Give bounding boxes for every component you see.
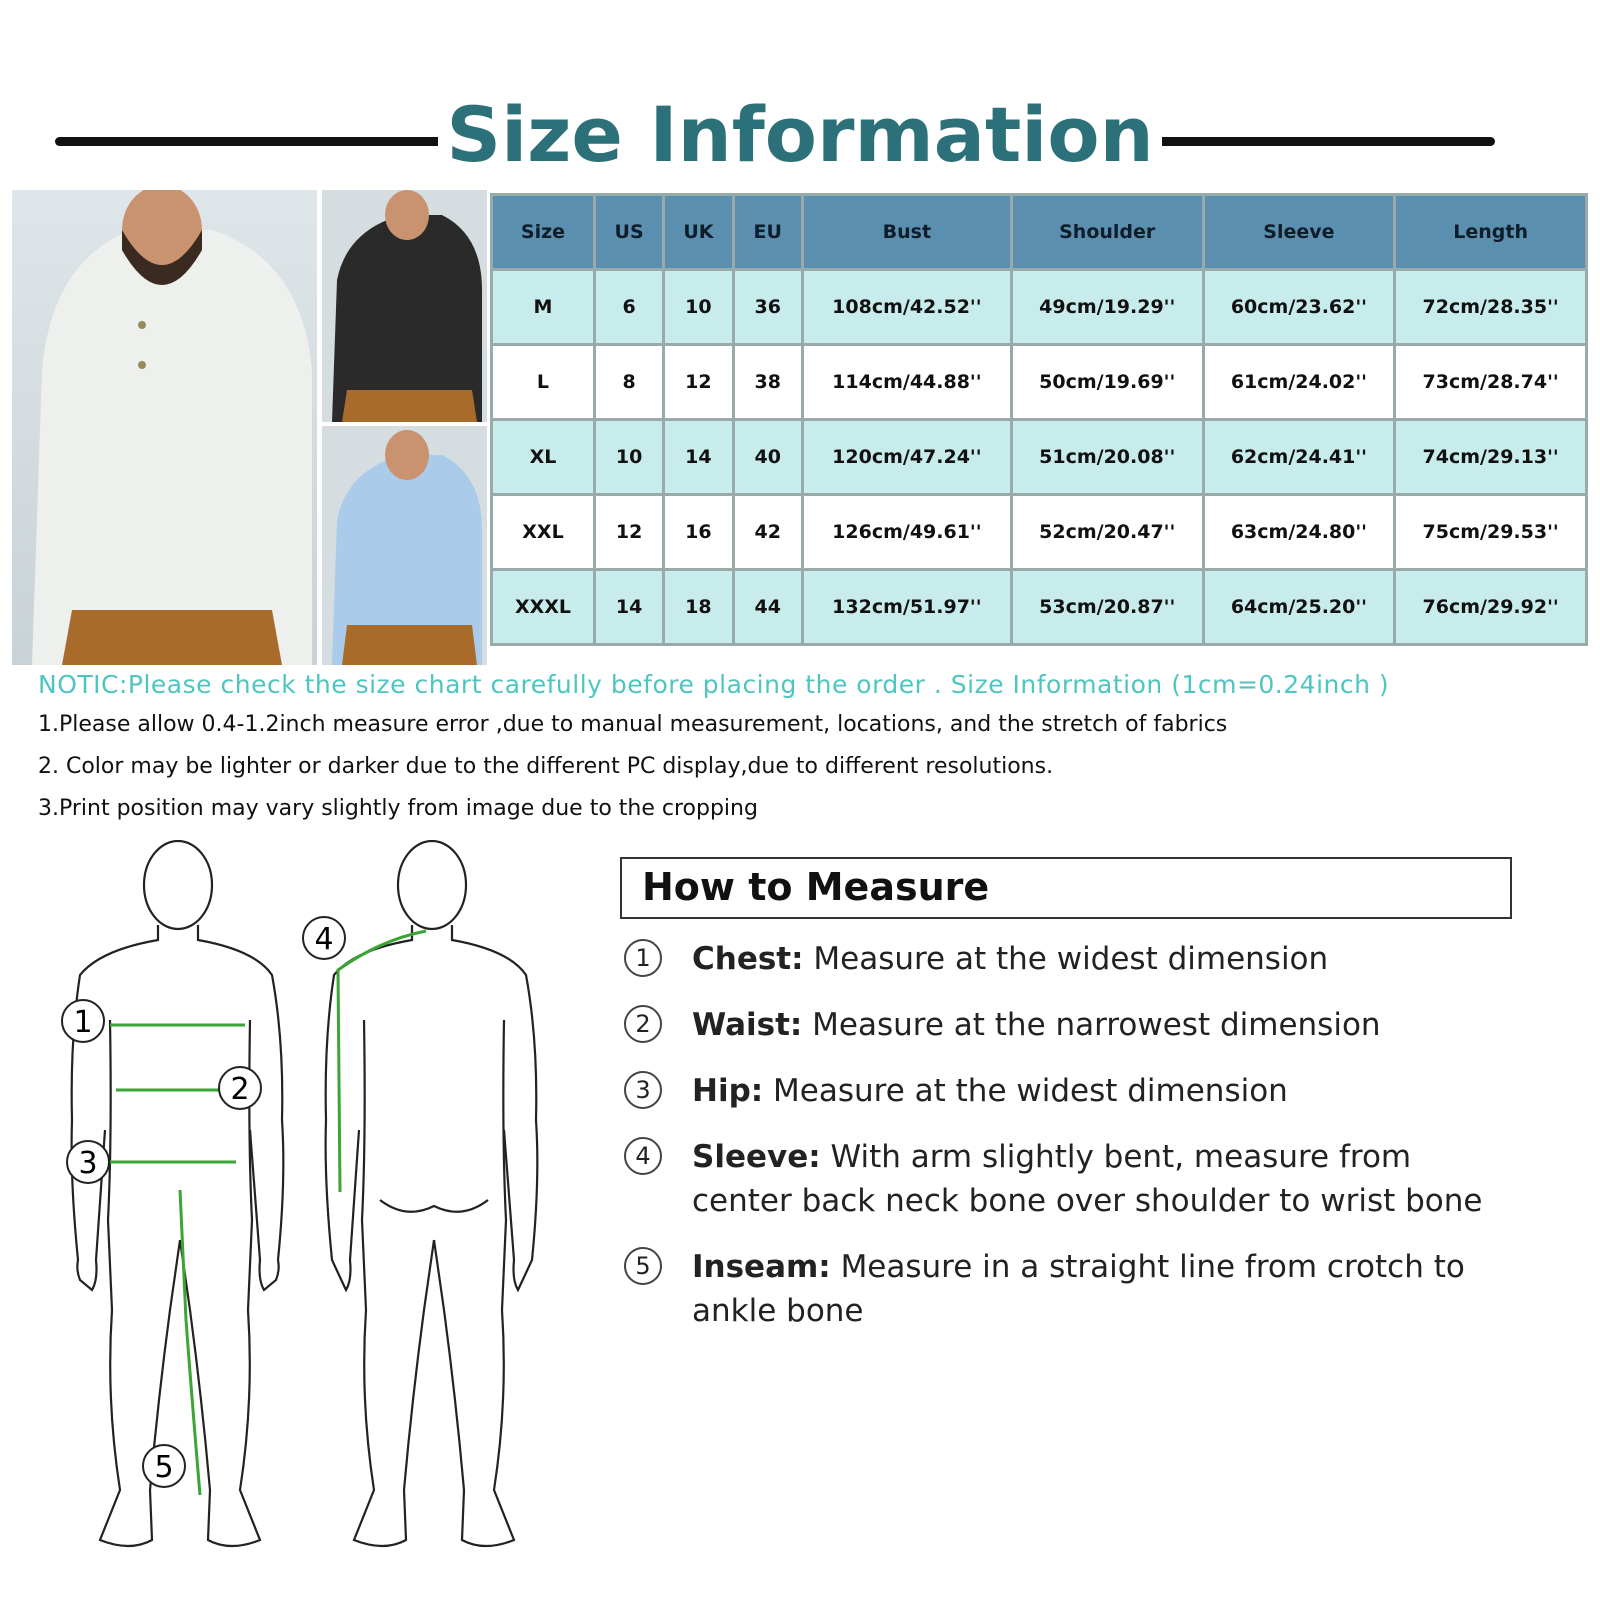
marker-2: 2 — [230, 1072, 250, 1107]
table-cell: 63cm/24.80'' — [1205, 496, 1394, 568]
table-cell: 6 — [596, 271, 662, 343]
table-row — [493, 271, 1585, 343]
table-cell: 126cm/49.61'' — [804, 496, 1010, 568]
body-measure-figure — [40, 840, 600, 1580]
step-label: Hip: — [692, 1073, 764, 1109]
table-cell: XL — [493, 421, 593, 493]
table-cell: 38 — [735, 346, 801, 418]
table-cell: XXXL — [493, 571, 593, 643]
step-desc: Measure at the widest dimension — [773, 1073, 1288, 1109]
step-number: 5 — [624, 1247, 662, 1285]
table-cell: 10 — [596, 421, 662, 493]
table-cell: XXL — [493, 496, 593, 568]
table-cell: 72cm/28.35'' — [1396, 271, 1585, 343]
table-cell: 14 — [665, 421, 731, 493]
col-header-size: Size — [493, 196, 593, 268]
note-2: 2. Color may be lighter or darker due to the different PC display,due to different resolutions. — [38, 754, 1054, 779]
title-banner — [0, 90, 1600, 180]
col-header-length: Length — [1396, 196, 1585, 268]
table-cell: 14 — [596, 571, 662, 643]
step-desc: Measure in a straight line from crotch to ankle bone — [692, 1249, 1465, 1329]
inseam-line — [180, 1190, 200, 1495]
notice-text: NOTIC:Please check the size chart carefully before placing the order . Size Information (1cm=0.24inch ) — [38, 670, 1390, 699]
table-cell: 64cm/25.20'' — [1205, 571, 1394, 643]
table-cell: 52cm/20.47'' — [1013, 496, 1202, 568]
photo-white-shirt — [12, 190, 317, 665]
table-cell: 12 — [665, 346, 731, 418]
col-header-bust: Bust — [804, 196, 1010, 268]
marker-1: 1 — [73, 1005, 93, 1040]
col-header-uk: UK — [665, 196, 731, 268]
marker-3: 3 — [78, 1146, 98, 1181]
product-photos — [12, 190, 487, 665]
step-number: 3 — [624, 1071, 662, 1109]
page-title-text: Size Information — [438, 90, 1161, 179]
table-cell: 44 — [735, 571, 801, 643]
table-header-row — [493, 196, 1585, 268]
col-header-eu: EU — [735, 196, 801, 268]
back-body-outline — [326, 841, 538, 1546]
photo-blue-shirt — [322, 426, 487, 665]
step-desc: Measure at the narrowest dimension — [812, 1007, 1381, 1043]
table-cell: 62cm/24.41'' — [1205, 421, 1394, 493]
step-number: 4 — [624, 1137, 662, 1175]
how-to-measure-title: How to Measure — [642, 865, 990, 909]
table-cell: 120cm/47.24'' — [804, 421, 1010, 493]
table-cell: 61cm/24.02'' — [1205, 346, 1394, 418]
step-desc: With arm slightly bent, measure from center back neck bone over shoulder to wrist bone — [692, 1139, 1483, 1219]
table-cell: 42 — [735, 496, 801, 568]
table-cell: 114cm/44.88'' — [804, 346, 1010, 418]
table-cell: 40 — [735, 421, 801, 493]
figure-markers — [62, 917, 345, 1487]
col-header-shoulder: Shoulder — [1013, 196, 1202, 268]
table-cell: 8 — [596, 346, 662, 418]
table-cell: 53cm/20.87'' — [1013, 571, 1202, 643]
col-header-sleeve: Sleeve — [1205, 196, 1394, 268]
page-title — [0, 90, 1600, 180]
marker-5: 5 — [154, 1450, 174, 1485]
table-row — [493, 421, 1585, 493]
table-cell: 18 — [665, 571, 731, 643]
marker-4: 4 — [314, 922, 334, 957]
step-label: Inseam: — [692, 1249, 831, 1285]
table-cell: 16 — [665, 496, 731, 568]
table-cell: 12 — [596, 496, 662, 568]
table-cell: 73cm/28.74'' — [1396, 346, 1585, 418]
table-cell: 51cm/20.08'' — [1013, 421, 1202, 493]
table-cell: 76cm/29.92'' — [1396, 571, 1585, 643]
table-row — [493, 571, 1585, 643]
table-cell: 60cm/23.62'' — [1205, 271, 1394, 343]
step-label: Waist: — [692, 1007, 803, 1043]
table-row — [493, 496, 1585, 568]
table-row — [493, 346, 1585, 418]
step-label: Sleeve: — [692, 1139, 821, 1175]
table-cell: 50cm/19.69'' — [1013, 346, 1202, 418]
table-cell: M — [493, 271, 593, 343]
table-cell: L — [493, 346, 593, 418]
table-cell: 132cm/51.97'' — [804, 571, 1010, 643]
table-cell: 74cm/29.13'' — [1396, 421, 1585, 493]
col-header-us: US — [596, 196, 662, 268]
sleeve-line — [338, 931, 426, 1192]
how-to-measure-header — [620, 857, 1512, 919]
step-number: 2 — [624, 1005, 662, 1043]
table-cell: 36 — [735, 271, 801, 343]
table-cell: 108cm/42.52'' — [804, 271, 1010, 343]
table-cell: 49cm/19.29'' — [1013, 271, 1202, 343]
table-cell: 75cm/29.53'' — [1396, 496, 1585, 568]
table-cell: 10 — [665, 271, 731, 343]
note-1: 1.Please allow 0.4-1.2inch measure error ,due to manual measurement, locations, and the stretch of fabrics — [38, 712, 1228, 737]
note-3: 3.Print position may vary slightly from image due to the cropping — [38, 796, 758, 821]
step-desc: Measure at the widest dimension — [813, 941, 1329, 977]
product-photos-svg — [12, 190, 487, 665]
step-label: Chest: — [692, 941, 804, 977]
size-table — [490, 193, 1588, 646]
photo-black-shirt — [322, 190, 487, 422]
step-number: 1 — [624, 939, 662, 977]
front-body-outline — [72, 841, 284, 1546]
